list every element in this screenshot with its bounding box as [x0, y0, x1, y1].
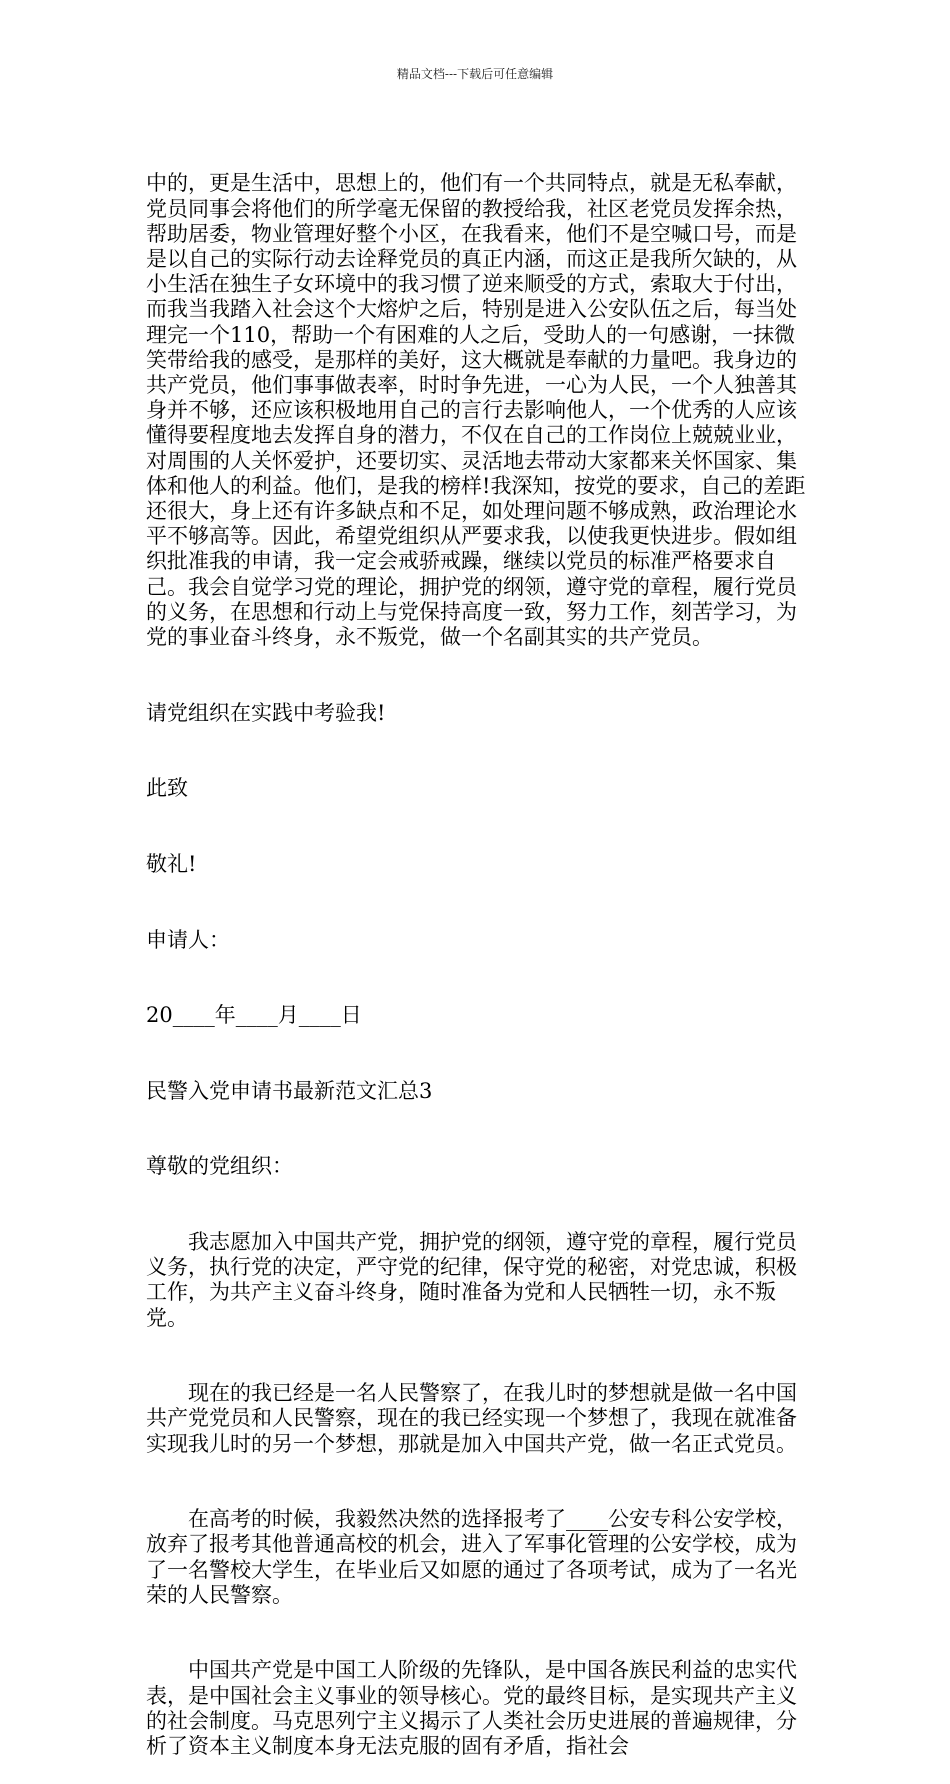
applicant-line: 申请人：	[146, 927, 230, 952]
date-line: 20____年____月____日	[146, 1003, 362, 1028]
paragraph-2: 现在的我已经是一名人民警察了，在我儿时的梦想就是做一名中国共产党党员和人民警察，现在的我已经实现一个梦想了，我现在就准备实现我儿时的另一个梦想，那就是加入中国共产党，做一名正式党员。	[146, 1381, 797, 1456]
paragraph-1: 我志愿加入中国共产党，拥护党的纲领，遵守党的章程，履行党员义务，执行党的决定，严守党的纪律，保守党的秘密，对党忠诚，积极工作，为共产主义奋斗终身，随时准备为党和人民牺牲一切，永不叛党。	[146, 1229, 797, 1330]
test-line: 请党组织在实践中考验我!	[146, 700, 386, 725]
document-body	[146, 121, 810, 1784]
salutation-line-1: 此致	[146, 776, 188, 801]
page-header: 精品文档---下载后可任意编辑	[396, 67, 554, 81]
section-title: 民警入党申请书最新范文汇总3	[146, 1078, 433, 1103]
addressee-line: 尊敬的党组织：	[146, 1154, 293, 1179]
paragraph-3: 在高考的时候，我毅然决然的选择报考了____公安专科公安学校，放弃了报考其他普通高校的机会，进入了军事化管理的公安学校，成为了一名警校大学生，在毕业后又如愿的通过了各项考试，成为了一名光荣的人民警察。	[146, 1507, 797, 1607]
paragraph-continued: 中的，更是生活中，思想上的，他们有一个共同特点，就是无私奉献，党员同事会将他们的所学毫无保留的教授给我，社区老党员发挥余热，帮助居委，物业管理好整个小区，在我看来，他们不是空喊口号，而是是以自己的实际行动去诠释党员的真正内涵，而这正是我所欠缺的，从小生活在独生子女环境中的我习惯了逆来顺受的方式，索取大于付出，而我当我踏入社会这个大熔炉之后，特别是进入公安队伍之后，每当处理完一个110，帮助一个有困难的人之后，受助人的一句感谢，一抹微笑带给我的感受，是那样的美好，这大概就是奉献的力量吧。我身边的共产党员，他们事事做表率，时时争先进，一心为人民，一个人独善其身并不够，还应该积极地用自己的言行去影响他人，一个优秀的人应该懂得要程度地去发挥自身的潜力，不仅在自己的工作岗位上兢兢业业，对周围的人关怀爱护，还要切实、灵活地去带动大家都来关怀国家、集体和他人的利益。他们，是我的榜样!我深知，按党的要求，自己的差距还很大，身上还有许多缺点和不足，如处理问题不够成熟，政治理论水平不够高等。因此，希望党组织从严要求我，以使我更快进步。假如组织批准我的申请，我一定会戒骄戒躁，继续以党员的标准严格要求自己。我会自觉学习党的理论，拥护党的纲领，遵守党的章程，履行党员的义务，在思想和行动上与党保持高度一致，努力工作，刻苦学习，为党的事业奋斗终身，永不叛党，做一个名副其实的共产党员。	[146, 171, 806, 650]
salutation-line-2: 敬礼!	[146, 851, 197, 876]
paragraph-4: 中国共产党是中国工人阶级的先锋队，是中国各族民利益的忠实代表，是中国社会主义事业的领导核心。党的最终目标，是实现共产主义的社会制度。马克思列宁主义揭示了人类社会历史进展的普遍规律，分析了资本主义制度本身无法克服的固有矛盾，指社会	[146, 1658, 797, 1758]
